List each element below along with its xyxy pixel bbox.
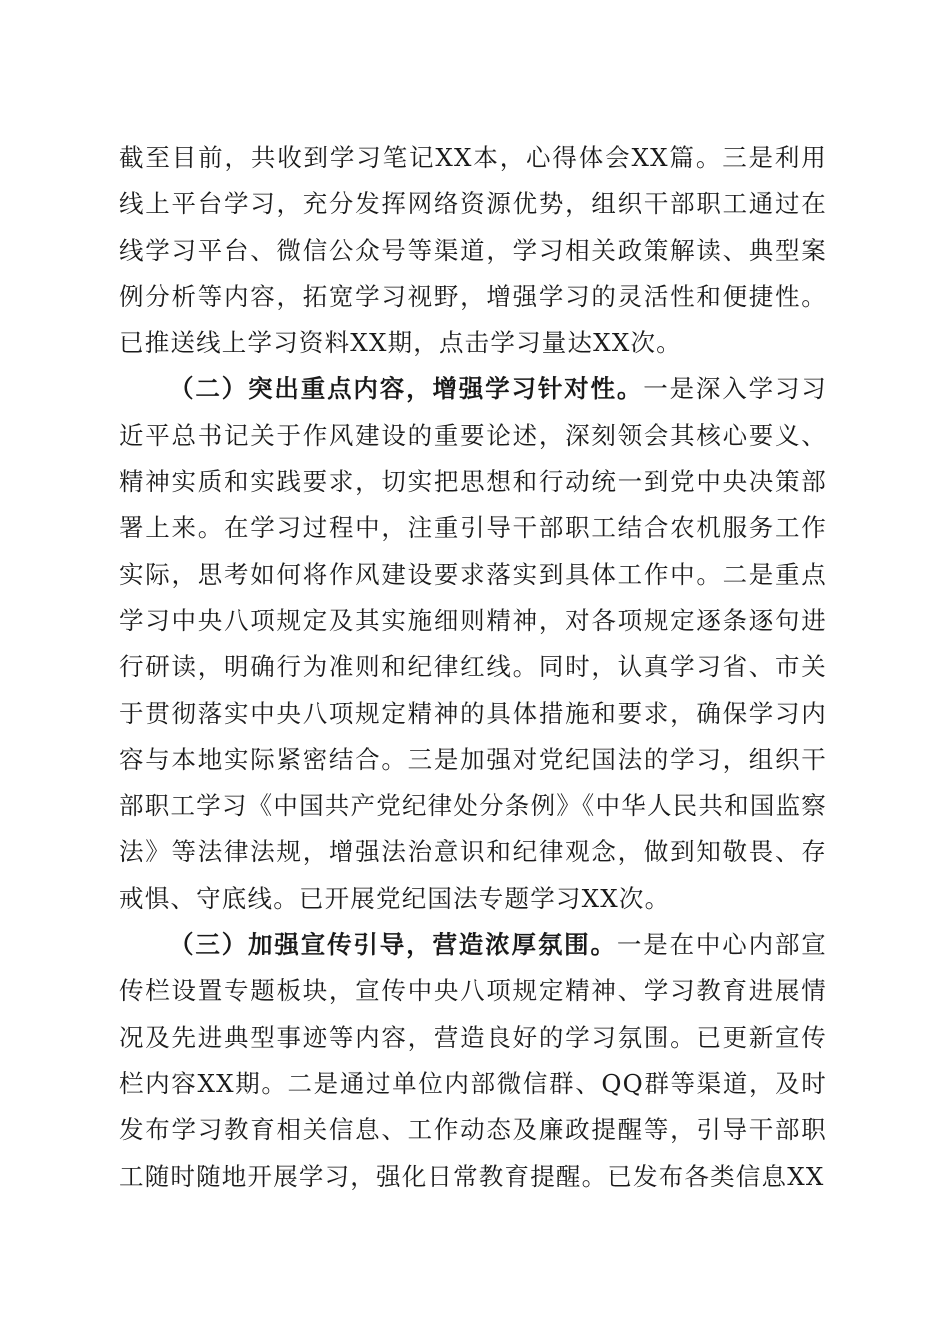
section-heading: （三）加强宣传引导，营造浓厚氛围。 — [169, 930, 617, 960]
document-body — [119, 135, 827, 1200]
section-heading: （二）突出重点内容，增强学习针对性。 — [169, 374, 644, 404]
paragraph-text: 一是在中心内部宣传栏设置专题板块，宣传中央八项规定精神、学习教育进展情况及先进典型事迹等内容，营造良好的学习氛围。已更新宣传栏内容XX期。二是通过单位内部微信群、QQ群等渠道，及时发布学习教育相关信息、工作动态及廉政提醒等，引导干部职工随时随地开展学习，强化日常教育提醒。已发布各类信息XX — [119, 930, 827, 1191]
paragraph-text: 截至目前，共收到学习笔记XX本，心得体会XX篇。三是利用线上平台学习，充分发挥网络资源优势，组织干部职工通过在线学习平台、微信公众号等渠道，学习相关政策解读、典型案例分析等内容，拓宽学习视野，增强学习的灵活性和便捷性。已推送线上学习资料XX期，点击学习量达XX次。 — [119, 143, 827, 358]
paragraph-section-3 — [119, 922, 827, 1200]
paragraph-section-2 — [119, 366, 827, 922]
paragraph-continuation — [119, 135, 827, 366]
paragraph-text: 一是深入学习习近平总书记关于作风建设的重要论述，深刻领会其核心要义、精神实质和实践要求，切实把思想和行动统一到党中央决策部署上来。在学习过程中，注重引导干部职工结合农机服务工作实际，思考如何将作风建设要求落实到具体工作中。二是重点学习中央八项规定及其实施细则精神，对各项规定逐条逐句进行研读，明确行为准则和纪律红线。同时，认真学习省、市关于贯彻落实中央八项规定精神的具体措施和要求，确保学习内容与本地实际紧密结合。三是加强对党纪国法的学习，组织干部职工学习《中国共产党纪律处分条例》《中华人民共和国监察法》等法律法规，增强法治意识和纪律观念，做到知敬畏、存戒惧、守底线。已开展党纪国法专题学习XX次。 — [119, 374, 827, 913]
